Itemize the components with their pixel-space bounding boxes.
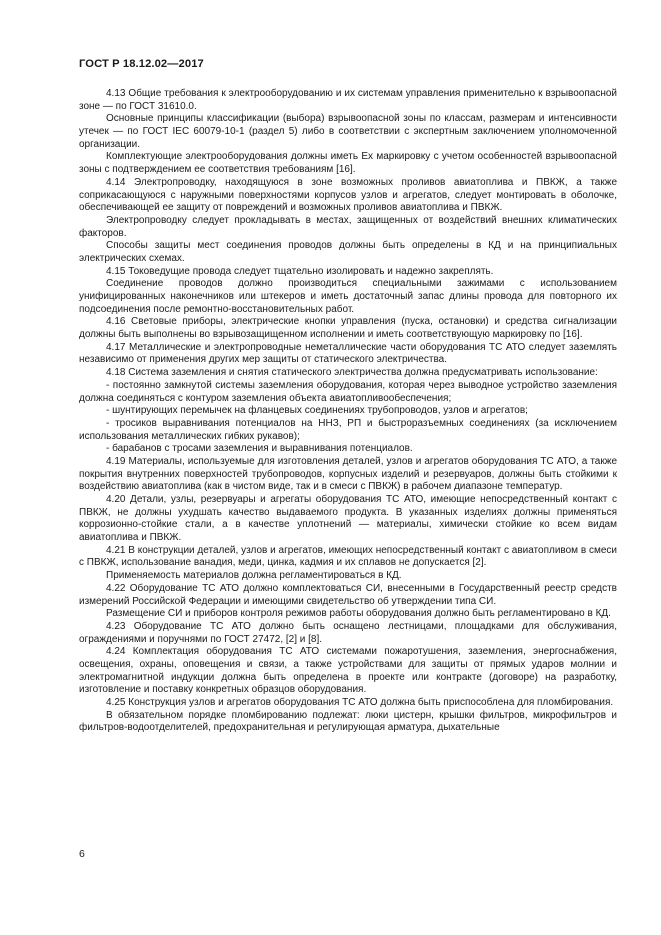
paragraph-4-20: 4.20 Детали, узлы, резервуары и агрегаты оборудования ТС АТО, имеющие непосредственный контакт с ПВКЖ, не должны ухудшать качество выдаваемого продукта. В указанных изделиях должны применяться коррозионно-стойкие стали, а в качестве уплотнений — материалы, химически стойкие ко всем видам авиатоплива и ПВКЖ. bbox=[79, 494, 617, 544]
list-item: - барабанов с тросами заземления и выравнивания потенциалов. bbox=[106, 443, 413, 455]
document-body bbox=[79, 88, 617, 735]
paragraph-4-25: 4.25 Конструкция узлов и агрегатов оборудования ТС АТО должна быть приспособлена для пломбирования. bbox=[106, 697, 614, 708]
paragraph-4-22: 4.22 Оборудование ТС АТО должно комплектоваться СИ, внесенными в Государственный реестр средств измерений Российской Федерации и имеющими свидетельство об утверждении типа СИ. bbox=[79, 582, 617, 607]
paragraph: В обязательном порядке пломбированию подлежат: люки цистерн, крышки фильтров, микрофильтров и фильтров-водоотделителей, предохранительная и регулирующая арматура, дыхательные bbox=[79, 709, 617, 734]
paragraph-4-19: 4.19 Материалы, используемые для изготовления деталей, узлов и агрегатов оборудования ТС АТО, а также покрытия внутренних поверхностей трубопроводов, корпусных изделий и резервуаров, должны быть стойкими к воздействию авиатоплива (как в чистом виде, так и в смеси с ПВКЖ) в рабочем диапазоне температур. bbox=[79, 455, 617, 493]
page-number: 6 bbox=[79, 848, 85, 860]
paragraph: Соединение проводов должно производиться специальными зажимами с использованием унифицированных наконечников или штекеров и иметь достаточный запас длины провода для повторного их подсоединения после ремонтно-восстановительных работ. bbox=[79, 278, 617, 315]
paragraph-4-13: 4.13 Общие требования к электрооборудованию и их системам управления применительно к взрывоопасной зоне — по ГОСТ 31610.0. bbox=[79, 88, 617, 112]
list-item: - постоянно замкнутой системы заземления оборудования, которая через выводное устройство заземления должна соединяться с контуром заземления объекта авиатопливообеспечения; bbox=[79, 379, 617, 404]
paragraph: Способы защиты мест соединения проводов должны быть определены в КД и на принципиальных электрических схемах. bbox=[79, 240, 617, 264]
paragraph-4-15: 4.15 Токоведущие провода следует тщательно изолировать и надежно закреплять. bbox=[106, 265, 494, 277]
paragraph-4-24: 4.24 Комплектация оборудования ТС АТО системами пожаротушения, заземления, энергоснабжения, освещения, охраны, оповещения и связи, а также устройствами для защиты от прямых ударов молнии и электромагнитной индукции должна быть определена в проекте или контракте (договоре) на разработку, изготовление и поставку конкретных образцов оборудования. bbox=[79, 646, 617, 696]
paragraph-4-18: 4.18 Система заземления и снятия статического электричества должна предусматривать использование: bbox=[106, 367, 598, 379]
paragraph: Основные принципы классификации (выбора) взрывоопасной зоны по классам, размерам и интенсивности утечек — по ГОСТ IEC 60079-10-1 (раздел 5) либо в соответствии с экспертным заключением уполномоченной организации. bbox=[79, 113, 617, 150]
document-header: ГОСТ Р 18.12.02—2017 bbox=[79, 58, 204, 70]
paragraph: Комплектующие электрооборудования должны иметь Ex маркировку с учетом особенностей взрывоопасной зоны с подтверждением ее соответствия требованиям [16]. bbox=[79, 151, 617, 176]
paragraph-4-23: 4.23 Оборудование ТС АТО должно быть оснащено лестницами, площадками для обслуживания, ограждениями и поручнями по ГОСТ 27472, [2] и [8]. bbox=[79, 620, 617, 645]
list-item: - шунтирующих перемычек на фланцевых соединениях трубопроводов, узлов и агрегатов; bbox=[106, 405, 528, 417]
paragraph-4-17: 4.17 Металлические и электропроводные неметаллические части оборудования ТС АТО следует заземлять независимо от применения других мер защиты от статического электричества. bbox=[79, 341, 617, 366]
paragraph-4-16: 4.16 Световые приборы, электрические кнопки управления (пуска, остановки) и средства сигнализации должны быть выполнены во взрывозащищенном исполнении и иметь соответствующую маркировку по [16]. bbox=[79, 316, 617, 341]
paragraph-4-14: 4.14 Электропроводку, находящуюся в зоне возможных проливов авиатоплива и ПВКЖ, а также соприкасающуюся с наружными поверхностями корпусов узлов и агрегатов, следует монтировать в оболочке, обеспечивающей ее защиту от повреждений и возможных проливов авиатоплива и ПВКЖ. bbox=[79, 176, 617, 214]
paragraph: Электропроводку следует прокладывать в местах, защищенных от воздействий внешних климатических факторов. bbox=[79, 214, 617, 239]
paragraph: Применяемость материалов должна регламентироваться в КД. bbox=[106, 570, 402, 582]
paragraph-4-21: 4.21 В конструкции деталей, узлов и агрегатов, имеющих непосредственный контакт с авиатопливом в смеси с ПВКЖ, использование ванадия, меди, цинка, кадмия и их сплавов не допускается [2]. bbox=[79, 544, 617, 569]
list-item: - тросиков выравнивания потенциалов на ННЗ, РП и быстроразъемных соединениях (за исключением использования металлических гибких рукавов); bbox=[79, 417, 617, 442]
paragraph: Размещение СИ и приборов контроля режимов работы оборудования должно быть регламентировано в КД. bbox=[106, 608, 611, 620]
